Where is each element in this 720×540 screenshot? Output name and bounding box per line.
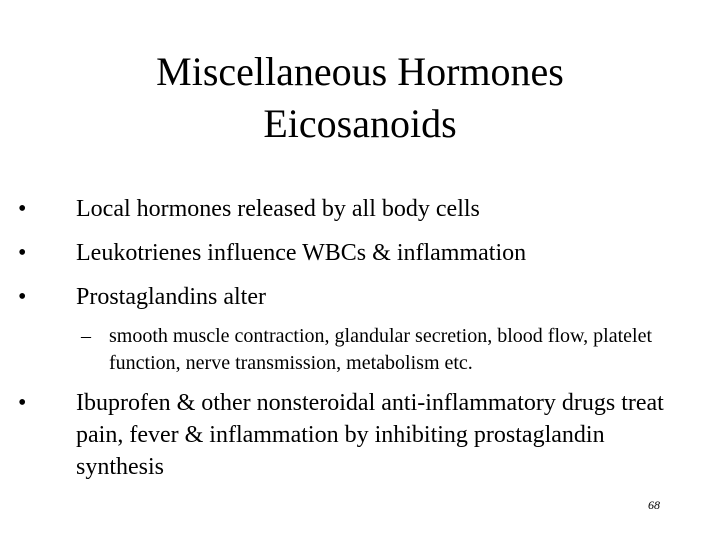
bullet-marker: •: [18, 390, 27, 416]
title-line-1: Miscellaneous Hormones: [156, 49, 564, 94]
sub-bullet-text: smooth muscle contraction, glandular secretion, blood flow, platelet function, nerve transmission, metabolism etc.: [109, 325, 652, 374]
slide-title: [60, 46, 660, 150]
title-line-2: Eicosanoids: [263, 101, 457, 146]
page-number: 68: [648, 498, 660, 512]
bullet-item: [18, 281, 666, 313]
bullet-marker: •: [18, 240, 27, 266]
sub-bullet-marker: –: [81, 325, 91, 347]
bullet-text: Ibuprofen & other nonsteroidal anti-inflammatory drugs treat pain, fever & inflammation by inhibiting prostaglandin synthesis: [76, 390, 664, 480]
bullet-text: Local hormones released by all body cells: [76, 196, 480, 222]
bullet-text: Leukotrienes influence WBCs & inflammation: [76, 240, 527, 266]
bullet-item: [18, 237, 666, 269]
bullet-list: [0, 193, 720, 495]
sub-bullet-item: [81, 323, 709, 377]
bullet-item: [18, 193, 666, 225]
bullet-text: Prostaglandins alter: [76, 284, 266, 310]
bullet-item: [18, 387, 666, 483]
bullet-marker: •: [18, 196, 27, 222]
bullet-marker: •: [18, 284, 27, 310]
